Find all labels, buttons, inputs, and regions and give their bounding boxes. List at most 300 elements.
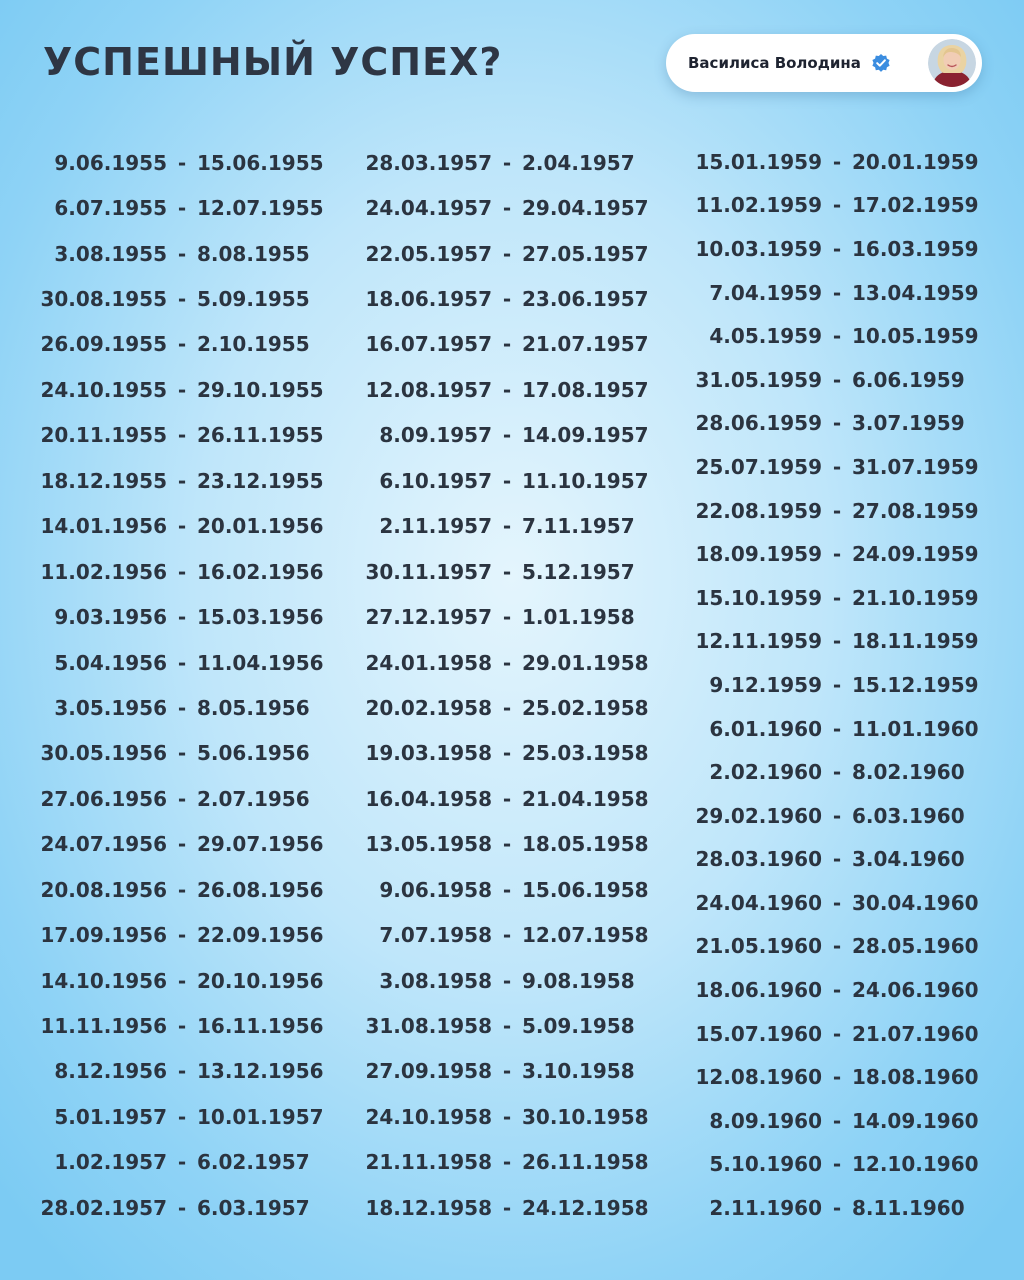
date-range-row [365,1003,645,1048]
end-date: 9.08.1958 [522,968,635,993]
start-date: 24.10.1958 [365,1104,492,1129]
range-dash: - [177,877,187,902]
start-date: 24.10.1955 [40,377,167,402]
date-column-1 [40,140,324,1231]
date-range-row [692,1186,982,1230]
range-dash: - [177,1150,187,1175]
date-range-row [40,276,320,321]
range-dash: - [832,978,842,1003]
date-range-row [40,731,320,776]
date-range-row [692,1099,982,1143]
end-date: 26.11.1958 [522,1150,649,1175]
range-dash: - [832,367,842,392]
start-date: 20.11.1955 [40,423,167,448]
range-dash: - [177,923,187,948]
start-date: 30.05.1956 [40,741,167,766]
end-date: 28.05.1960 [852,934,979,959]
date-column-2 [365,140,649,1231]
range-dash: - [832,1152,842,1177]
start-date: 9.06.1955 [54,150,167,175]
start-date: 5.01.1957 [54,1104,167,1129]
date-range-row [692,576,982,620]
end-date: 27.08.1959 [852,498,979,523]
range-dash: - [177,741,187,766]
date-range-row [40,231,320,276]
end-date: 16.02.1956 [197,559,324,584]
end-date: 26.08.1956 [197,877,324,902]
end-date: 29.04.1957 [522,196,649,221]
range-dash: - [502,241,512,266]
range-dash: - [502,832,512,857]
end-date: 27.05.1957 [522,241,649,266]
date-range-row [40,594,324,639]
end-date: 21.04.1958 [522,786,649,811]
page-title: УСПЕШНЫЙ УСПЕХ? [43,40,503,84]
start-date: 7.07.1958 [379,923,492,948]
start-date: 11.11.1956 [40,1014,167,1039]
range-dash: - [502,423,512,448]
range-dash: - [177,695,187,720]
range-dash: - [832,803,842,828]
date-range-row [365,776,649,821]
range-dash: - [502,1195,512,1220]
end-date: 23.06.1957 [522,287,649,312]
end-date: 18.05.1958 [522,832,649,857]
start-date: 19.03.1958 [365,741,492,766]
range-dash: - [177,241,187,266]
end-date: 21.07.1960 [852,1021,979,1046]
date-range-row [40,322,320,367]
date-range-row [692,620,982,664]
start-date: 2.02.1960 [709,760,822,785]
start-date: 3.05.1956 [54,695,167,720]
end-date: 30.04.1960 [852,890,979,915]
range-dash: - [832,1196,842,1221]
end-date: 13.04.1959 [852,280,979,305]
range-dash: - [502,559,512,584]
start-date: 10.03.1959 [695,236,822,261]
end-date: 29.10.1955 [197,377,324,402]
end-date: 5.09.1958 [522,1014,635,1039]
range-dash: - [502,287,512,312]
range-dash: - [177,1195,187,1220]
end-date: 29.01.1958 [522,650,649,675]
start-date: 8.12.1956 [54,1059,167,1084]
start-date: 16.04.1958 [365,786,492,811]
end-date: 7.11.1957 [522,514,635,539]
end-date: 5.06.1956 [197,741,310,766]
date-range-row [365,594,645,639]
date-range-row [365,640,649,685]
range-dash: - [502,695,512,720]
end-date: 15.12.1959 [852,672,979,697]
date-range-row [692,489,982,533]
range-dash: - [177,287,187,312]
end-date: 3.10.1958 [522,1059,635,1084]
date-range-row [365,1140,649,1185]
end-date: 15.06.1955 [197,150,324,175]
date-range-row [40,776,320,821]
range-dash: - [832,280,842,305]
date-range-row [692,402,982,446]
end-date: 30.10.1958 [522,1104,649,1129]
end-date: 22.09.1956 [197,923,324,948]
range-dash: - [502,1104,512,1129]
end-date: 24.06.1960 [852,978,979,1003]
start-date: 6.10.1957 [379,468,492,493]
end-date: 18.11.1959 [852,629,979,654]
end-date: 12.07.1958 [522,923,649,948]
date-range-row [692,227,982,271]
end-date: 6.06.1959 [852,367,965,392]
date-range-row [692,1055,982,1099]
end-date: 24.12.1958 [522,1195,649,1220]
range-dash: - [502,968,512,993]
date-range-row [365,458,649,503]
date-range-row [365,867,649,912]
range-dash: - [177,332,187,357]
start-date: 15.10.1959 [695,585,822,610]
date-range-row [40,912,324,957]
date-range-row [365,367,649,412]
range-dash: - [177,196,187,221]
start-date: 13.05.1958 [365,832,492,857]
start-date: 3.08.1955 [54,241,167,266]
end-date: 2.07.1956 [197,786,310,811]
range-dash: - [832,149,842,174]
start-date: 3.08.1958 [379,968,492,993]
start-date: 27.12.1957 [365,605,492,630]
end-date: 20.10.1956 [197,968,324,993]
start-date: 21.05.1960 [695,934,822,959]
start-date: 14.10.1956 [40,968,167,993]
author-name: Василиса Володина [688,54,861,72]
date-range-row [40,640,324,685]
date-range-row [40,867,324,912]
date-range-row [40,1003,324,1048]
date-range-row [692,140,982,184]
end-date: 8.08.1955 [197,241,310,266]
end-date: 6.03.1957 [197,1195,310,1220]
end-date: 10.01.1957 [197,1104,324,1129]
end-date: 12.10.1960 [852,1152,979,1177]
range-dash: - [832,1065,842,1090]
date-range-row [40,185,324,230]
range-dash: - [832,498,842,523]
range-dash: - [177,786,187,811]
start-date: 28.06.1959 [695,411,822,436]
start-date: 5.04.1956 [54,650,167,675]
date-range-row [365,231,649,276]
date-range-row [692,1012,982,1056]
end-date: 11.10.1957 [522,468,649,493]
end-date: 21.10.1959 [852,585,979,610]
date-range-row [365,731,649,776]
range-dash: - [832,934,842,959]
range-dash: - [502,923,512,948]
date-range-row [40,1185,320,1230]
end-date: 24.09.1959 [852,542,979,567]
date-range-row [692,750,982,794]
verified-badge-icon [871,53,891,73]
range-dash: - [502,377,512,402]
range-dash: - [832,324,842,349]
end-date: 31.07.1959 [852,454,979,479]
date-range-row [40,504,324,549]
date-range-row [40,458,324,503]
date-range-row [365,322,649,367]
date-range-row [365,685,649,730]
start-date: 31.08.1958 [365,1014,492,1039]
end-date: 1.01.1958 [522,605,635,630]
range-dash: - [177,514,187,539]
start-date: 9.12.1959 [709,672,822,697]
range-dash: - [832,629,842,654]
date-range-row [40,822,324,867]
date-range-row [365,958,645,1003]
date-range-row [365,276,649,321]
date-range-row [365,912,649,957]
end-date: 8.11.1960 [852,1196,965,1221]
range-dash: - [177,1014,187,1039]
end-date: 3.04.1960 [852,847,965,872]
end-date: 16.11.1956 [197,1014,324,1039]
range-dash: - [832,193,842,218]
date-range-row [692,184,982,228]
range-dash: - [832,1108,842,1133]
end-date: 17.08.1957 [522,377,649,402]
start-date: 29.02.1960 [695,803,822,828]
end-date: 21.07.1957 [522,332,649,357]
end-date: 20.01.1956 [197,514,324,539]
start-date: 27.06.1956 [40,786,167,811]
range-dash: - [502,650,512,675]
range-dash: - [177,150,187,175]
start-date: 24.04.1960 [695,890,822,915]
start-date: 16.07.1957 [365,332,492,357]
start-date: 15.07.1960 [695,1021,822,1046]
date-range-row [692,1143,982,1187]
range-dash: - [502,1014,512,1039]
date-range-row [40,1049,324,1094]
end-date: 16.03.1959 [852,236,979,261]
start-date: 24.04.1957 [365,196,492,221]
range-dash: - [832,411,842,436]
end-date: 29.07.1956 [197,832,324,857]
range-dash: - [502,605,512,630]
end-date: 5.12.1957 [522,559,635,584]
start-date: 1.02.1957 [54,1150,167,1175]
date-range-row [365,822,649,867]
start-date: 31.05.1959 [695,367,822,392]
range-dash: - [832,760,842,785]
end-date: 13.12.1956 [197,1059,324,1084]
end-date: 6.03.1960 [852,803,965,828]
start-date: 17.09.1956 [40,923,167,948]
range-dash: - [502,150,512,175]
end-date: 25.02.1958 [522,695,649,720]
start-date: 8.09.1957 [379,423,492,448]
start-date: 2.11.1957 [379,514,492,539]
date-range-row [692,925,982,969]
range-dash: - [832,716,842,741]
range-dash: - [502,741,512,766]
start-date: 18.06.1957 [365,287,492,312]
start-date: 18.12.1955 [40,468,167,493]
start-date: 7.04.1959 [709,280,822,305]
date-range-row [692,968,982,1012]
end-date: 14.09.1957 [522,423,649,448]
date-range-row [692,271,982,315]
range-dash: - [177,559,187,584]
end-date: 2.04.1957 [522,150,635,175]
end-date: 2.10.1955 [197,332,310,357]
start-date: 24.07.1956 [40,832,167,857]
end-date: 17.02.1959 [852,193,979,218]
author-badge[interactable] [666,34,982,92]
end-date: 8.02.1960 [852,760,965,785]
end-date: 20.01.1959 [852,149,979,174]
end-date: 6.02.1957 [197,1150,310,1175]
date-range-row [692,358,982,402]
start-date: 22.08.1959 [695,498,822,523]
start-date: 12.11.1959 [695,629,822,654]
start-date: 30.08.1955 [40,287,167,312]
end-date: 23.12.1955 [197,468,324,493]
date-range-row [365,185,649,230]
date-range-row [40,413,324,458]
end-date: 5.09.1955 [197,287,310,312]
start-date: 12.08.1960 [695,1065,822,1090]
end-date: 11.01.1960 [852,716,979,741]
end-date: 3.07.1959 [852,411,965,436]
date-range-row [40,140,324,185]
date-range-row [40,1094,324,1139]
range-dash: - [832,236,842,261]
start-date: 18.09.1959 [695,542,822,567]
range-dash: - [502,1059,512,1084]
end-date: 18.08.1960 [852,1065,979,1090]
end-date: 15.06.1958 [522,877,649,902]
start-date: 2.11.1960 [709,1196,822,1221]
range-dash: - [832,672,842,697]
date-range-row [692,445,982,489]
start-date: 30.11.1957 [365,559,492,584]
range-dash: - [177,968,187,993]
range-dash: - [502,1150,512,1175]
end-date: 26.11.1955 [197,423,324,448]
range-dash: - [177,1059,187,1084]
range-dash: - [832,1021,842,1046]
start-date: 22.05.1957 [365,241,492,266]
start-date: 28.03.1957 [365,150,492,175]
range-dash: - [502,786,512,811]
end-date: 15.03.1956 [197,605,324,630]
end-date: 8.05.1956 [197,695,310,720]
start-date: 9.03.1956 [54,605,167,630]
end-date: 25.03.1958 [522,741,649,766]
range-dash: - [502,332,512,357]
date-range-row [692,838,982,882]
date-range-row [365,413,649,458]
end-date: 12.07.1955 [197,196,324,221]
start-date: 20.08.1956 [40,877,167,902]
date-range-row [40,685,320,730]
range-dash: - [177,468,187,493]
start-date: 26.09.1955 [40,332,167,357]
start-date: 6.01.1960 [709,716,822,741]
date-range-row [365,504,645,549]
start-date: 11.02.1956 [40,559,167,584]
date-range-row [692,314,982,358]
range-dash: - [177,1104,187,1129]
range-dash: - [832,454,842,479]
start-date: 15.01.1959 [695,149,822,174]
range-dash: - [502,514,512,539]
start-date: 24.01.1958 [365,650,492,675]
start-date: 28.02.1957 [40,1195,167,1220]
start-date: 6.07.1955 [54,196,167,221]
range-dash: - [502,196,512,221]
date-range-row [40,1140,320,1185]
date-range-row [692,881,982,925]
date-range-row [40,958,324,1003]
start-date: 27.09.1958 [365,1059,492,1084]
range-dash: - [832,847,842,872]
start-date: 14.01.1956 [40,514,167,539]
range-dash: - [832,585,842,610]
range-dash: - [177,605,187,630]
date-range-row [365,549,645,594]
range-dash: - [177,423,187,448]
start-date: 18.06.1960 [695,978,822,1003]
date-range-row [365,1049,645,1094]
date-range-row [365,1185,649,1230]
start-date: 5.10.1960 [709,1152,822,1177]
range-dash: - [832,890,842,915]
range-dash: - [502,468,512,493]
range-dash: - [177,832,187,857]
start-date: 8.09.1960 [709,1108,822,1133]
start-date: 21.11.1958 [365,1150,492,1175]
end-date: 10.05.1959 [852,324,979,349]
date-range-row [692,794,982,838]
range-dash: - [177,650,187,675]
date-range-row [40,367,324,412]
start-date: 25.07.1959 [695,454,822,479]
date-column-3 [692,140,982,1230]
date-range-row [365,1094,649,1139]
end-date: 14.09.1960 [852,1108,979,1133]
date-range-row [692,707,982,751]
range-dash: - [832,542,842,567]
range-dash: - [502,877,512,902]
range-dash: - [177,377,187,402]
start-date: 20.02.1958 [365,695,492,720]
start-date: 28.03.1960 [695,847,822,872]
start-date: 12.08.1957 [365,377,492,402]
start-date: 9.06.1958 [379,877,492,902]
start-date: 18.12.1958 [365,1195,492,1220]
date-range-row [40,549,324,594]
start-date: 4.05.1959 [709,324,822,349]
start-date: 11.02.1959 [695,193,822,218]
date-range-row [365,140,645,185]
date-range-row [692,663,982,707]
avatar [928,39,976,87]
end-date: 11.04.1956 [197,650,324,675]
date-range-row [692,532,982,576]
